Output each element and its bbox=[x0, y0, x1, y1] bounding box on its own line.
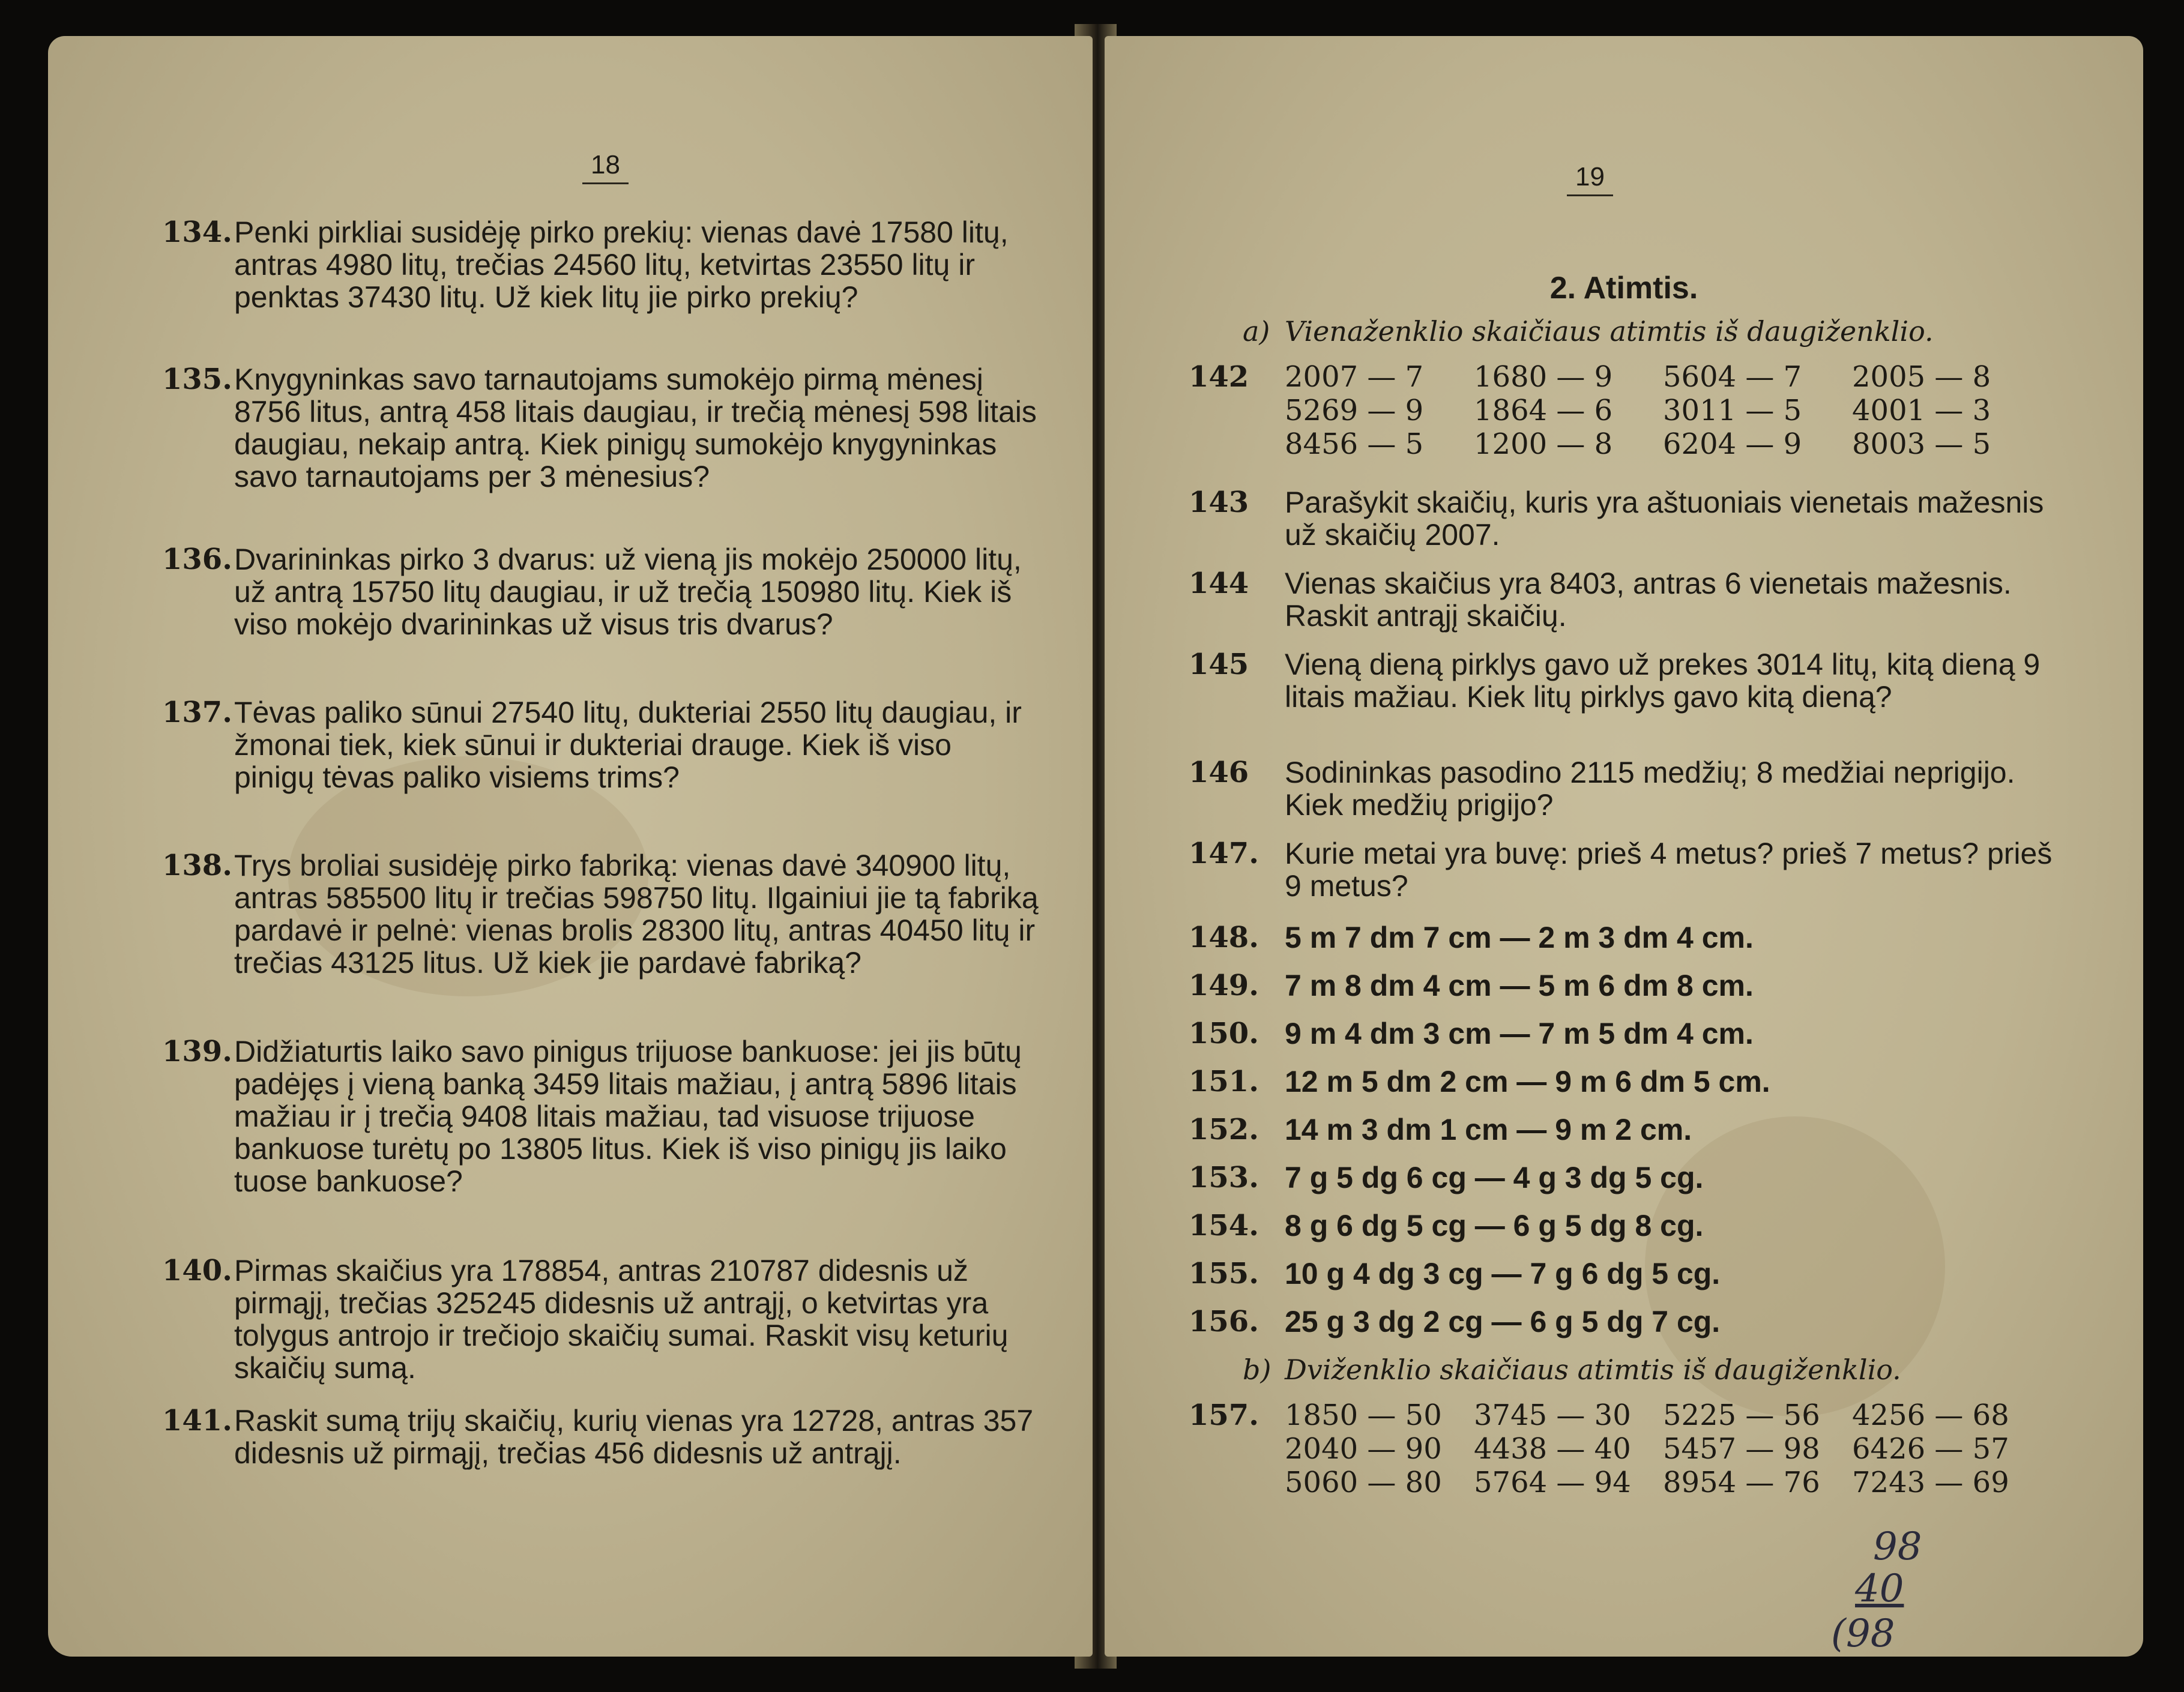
exercise-text: 8 g 6 dg 5 cg — 6 g 5 dg 8 cg. bbox=[1285, 1209, 1704, 1242]
problem bbox=[162, 1035, 1039, 1198]
exercise-text: 7 m 8 dm 4 cm — 5 m 6 dm 8 cm. bbox=[1285, 969, 1754, 1002]
measure-exercise bbox=[1189, 1305, 2053, 1338]
problem-number: 141. bbox=[162, 1404, 232, 1438]
problem-text: Trys broliai susidėję pirko fabriką: vienas davė 340900 litų, antras 585500 litų ir trečias 598750 litų. Ilgainiui jie tą fabriką pardavė ir pelnė: vienas brolis 28300 litų, antras 40450 litų ir trečias 43125 litus. Už kiek jie pardavė fabriką? bbox=[234, 849, 1039, 980]
exercise-row bbox=[1285, 1432, 2065, 1466]
exercise-cell: 2040 — 90 bbox=[1285, 1432, 1442, 1466]
right-page bbox=[1105, 36, 2143, 1657]
exercise-cell: 4256 — 68 bbox=[1852, 1398, 2009, 1432]
exercise-cell: 8003 — 5 bbox=[1852, 427, 1991, 461]
exercise-cell: 6426 — 57 bbox=[1852, 1432, 2009, 1466]
problem-text: Penki pirkliai susidėję pirko prekių: vienas davė 17580 litų, antras 4980 litų, trečias 24560 litų, ketvirtas 23550 litų ir penktas 37430 litų. Už kiek litų jie pirko prekių? bbox=[234, 215, 1009, 314]
measure-exercise bbox=[1189, 1257, 2053, 1290]
subsection-heading bbox=[1243, 315, 2065, 348]
problem-number: 146 bbox=[1189, 756, 1249, 789]
subsection-text: Dviženklio skaičiaus atimtis iš daugiženklio. bbox=[1285, 1353, 1901, 1386]
problem-text: Raskit sumą trijų skaičių, kurių vienas yra 12728, antras 357 didesnis už pirmąjį, trečias 456 didesnis už antrąjį. bbox=[234, 1404, 1034, 1470]
measure-exercise bbox=[1189, 1017, 2053, 1050]
pencil-note: 40 bbox=[1855, 1567, 1904, 1611]
exercise-number: 150. bbox=[1189, 1017, 1259, 1050]
exercise-cell: 5764 — 94 bbox=[1474, 1466, 1631, 1499]
problem-number: 136. bbox=[162, 543, 232, 576]
exercise-text: 25 g 3 dg 2 cg — 6 g 5 dg 7 cg. bbox=[1285, 1305, 1721, 1338]
exercise-cell: 7243 — 69 bbox=[1852, 1466, 2009, 1499]
problem-number: 137. bbox=[162, 696, 232, 729]
exercise-row bbox=[1285, 1398, 2065, 1432]
exercise-cell: 4001 — 3 bbox=[1852, 394, 1991, 427]
exercise-text: 14 m 3 dm 1 cm — 9 m 2 cm. bbox=[1285, 1113, 1692, 1146]
problem bbox=[162, 696, 1039, 794]
exercise-number: 157. bbox=[1189, 1398, 1259, 1432]
exercise-cell: 5269 — 9 bbox=[1285, 394, 1424, 427]
problem-number: 147. bbox=[1189, 837, 1259, 870]
exercise-cell: 2005 — 8 bbox=[1852, 360, 1991, 394]
problem bbox=[162, 363, 1039, 493]
subsection-text: Vienaženklio skaičiaus atimtis iš daugiženklio. bbox=[1285, 315, 1934, 348]
problem-text: Dvarininkas pirko 3 dvarus: už vieną jis mokėjo 250000 litų, už antrą 15750 litų daugiau, ir už trečią 150980 litų. Kiek iš viso mokėjo dvarininkas už visus tris dvarus? bbox=[234, 543, 1022, 641]
problem-number: 135. bbox=[162, 363, 232, 396]
exercise-cell: 1864 — 6 bbox=[1474, 394, 1613, 427]
exercise-grid bbox=[1189, 360, 2065, 461]
problem bbox=[1189, 648, 2053, 714]
exercise-row bbox=[1285, 360, 2065, 394]
section-title: 2. Atimtis. bbox=[1549, 271, 1698, 306]
exercise-number: 155. bbox=[1189, 1257, 1259, 1290]
subsection-mark: b) bbox=[1243, 1353, 1271, 1386]
measure-exercise bbox=[1189, 1209, 2053, 1242]
exercise-number: 149. bbox=[1189, 969, 1259, 1002]
subsection-mark: a) bbox=[1243, 315, 1270, 348]
problem-text: Didžiaturtis laiko savo pinigus trijuose bankuose: jei jis būtų padėjęs į vieną banką 3459 litais mažiau, į antrą 5896 litais mažiau ir į trečią 9408 litais mažiau, tad visuose trijuose bankuose turėtų po 13805 litus. Kiek iš viso pinigų jis laiko tuose bankuose? bbox=[234, 1035, 1022, 1198]
exercise-text: 12 m 5 dm 2 cm — 9 m 6 dm 5 cm. bbox=[1285, 1065, 1770, 1098]
problem-text: Tėvas paliko sūnui 27540 litų, dukteriai 2550 litų daugiau, ir žmonai tiek, kiek sūnui ir dukteriai drauge. Kiek iš viso pinigų tėvas paliko visiems trims? bbox=[234, 696, 1022, 794]
problem bbox=[1189, 567, 2053, 633]
exercise-cell: 3745 — 30 bbox=[1474, 1398, 1631, 1432]
exercise-row bbox=[1285, 1466, 2065, 1499]
problem-number: 145 bbox=[1189, 648, 1249, 681]
exercise-number: 152. bbox=[1189, 1113, 1259, 1146]
problem bbox=[1189, 486, 2053, 552]
exercise-row bbox=[1285, 427, 2065, 461]
pencil-note: (98 bbox=[1831, 1612, 1895, 1656]
exercise-text: 9 m 4 dm 3 cm — 7 m 5 dm 4 cm. bbox=[1285, 1017, 1754, 1050]
measure-exercise bbox=[1189, 1113, 2053, 1146]
exercise-cell: 2007 — 7 bbox=[1285, 360, 1424, 394]
measure-exercise bbox=[1189, 969, 2053, 1002]
exercise-cell: 5604 — 7 bbox=[1663, 360, 1802, 394]
problem-number: 144 bbox=[1189, 567, 1249, 600]
exercise-grid bbox=[1189, 1398, 2065, 1499]
exercise-number: 154. bbox=[1189, 1209, 1259, 1242]
problem-number: 134. bbox=[162, 215, 232, 249]
page-number: 18 bbox=[582, 150, 629, 184]
page-number: 19 bbox=[1567, 162, 1613, 196]
pencil-note: 98 bbox=[1873, 1525, 1922, 1569]
exercise-cell: 6204 — 9 bbox=[1663, 427, 1802, 461]
exercise-cell: 4438 — 40 bbox=[1474, 1432, 1631, 1466]
measure-exercise bbox=[1189, 1065, 2053, 1098]
problem-text: Sodininkas pasodino 2115 medžių; 8 medžiai neprigijo. Kiek medžių prigijo? bbox=[1285, 756, 2015, 822]
problem-text: Vienas skaičius yra 8403, antras 6 vienetais mažesnis. Raskit antrąjį skaičių. bbox=[1285, 567, 2012, 633]
exercise-cell: 1200 — 8 bbox=[1474, 427, 1613, 461]
exercise-number: 153. bbox=[1189, 1161, 1259, 1194]
exercise-cell: 8954 — 76 bbox=[1663, 1466, 1820, 1499]
problem-number: 138. bbox=[162, 849, 232, 882]
problem-text: Kurie metai yra buvę: prieš 4 metus? prieš 7 metus? prieš 9 metus? bbox=[1285, 837, 2053, 903]
problem bbox=[1189, 837, 2053, 903]
exercise-text: 10 g 4 dg 3 cg — 7 g 6 dg 5 cg. bbox=[1285, 1257, 1721, 1290]
problem bbox=[162, 543, 1039, 641]
exercise-number: 156. bbox=[1189, 1305, 1259, 1338]
problem-text: Pirmas skaičius yra 178854, antras 210787 didesnis už pirmąjį, trečias 325245 didesnis už antrąjį, o ketvirtas yra tolygus antrojo ir trečiojo skaičių sumai. Raskit visų keturių skaičių sumą. bbox=[234, 1254, 1009, 1385]
exercise-number: 148. bbox=[1189, 921, 1259, 954]
exercise-number: 151. bbox=[1189, 1065, 1259, 1098]
measure-exercise bbox=[1189, 921, 2053, 954]
exercise-number: 142 bbox=[1189, 360, 1249, 394]
exercise-cell: 3011 — 5 bbox=[1663, 394, 1802, 427]
problem bbox=[162, 849, 1039, 980]
problem-text: Knygyninkas savo tarnautojams sumokėjo pirmą mėnesį 8756 litus, antrą 458 litais daugiau, ir trečią mėnesį 598 litais daugiau, nekaip antrą. Kiek pinigų sumokėjo knygyninkas savo tarnautojams per 3 mėnesius? bbox=[234, 363, 1037, 493]
exercise-text: 5 m 7 dm 7 cm — 2 m 3 dm 4 cm. bbox=[1285, 921, 1754, 954]
exercise-text: 7 g 5 dg 6 cg — 4 g 3 dg 5 cg. bbox=[1285, 1161, 1704, 1194]
exercise-cell: 5457 — 98 bbox=[1663, 1432, 1820, 1466]
problem-text: Parašykit skaičių, kuris yra aštuoniais vienetais mažesnis už skaičių 2007. bbox=[1285, 486, 2044, 552]
exercise-row bbox=[1285, 394, 2065, 427]
problem-number: 140. bbox=[162, 1254, 232, 1287]
exercise-cell: 5225 — 56 bbox=[1663, 1398, 1820, 1432]
problem bbox=[162, 1404, 1039, 1470]
subsection-heading bbox=[1243, 1353, 2065, 1386]
problem-number: 143 bbox=[1189, 486, 1249, 519]
problem-text: Vieną dieną pirklys gavo už prekes 3014 litų, kitą dieną 9 litais mažiau. Kiek litų pirklys gavo kitą dieną? bbox=[1285, 648, 2041, 714]
measure-exercise bbox=[1189, 1161, 2053, 1194]
exercise-cell: 8456 — 5 bbox=[1285, 427, 1424, 461]
exercise-cell: 1850 — 50 bbox=[1285, 1398, 1442, 1432]
problem bbox=[1189, 756, 2053, 822]
problem bbox=[162, 1254, 1039, 1385]
problem bbox=[162, 215, 1039, 314]
exercise-cell: 1680 — 9 bbox=[1474, 360, 1613, 394]
problem-number: 139. bbox=[162, 1035, 232, 1068]
exercise-cell: 5060 — 80 bbox=[1285, 1466, 1442, 1499]
left-page bbox=[48, 36, 1093, 1657]
